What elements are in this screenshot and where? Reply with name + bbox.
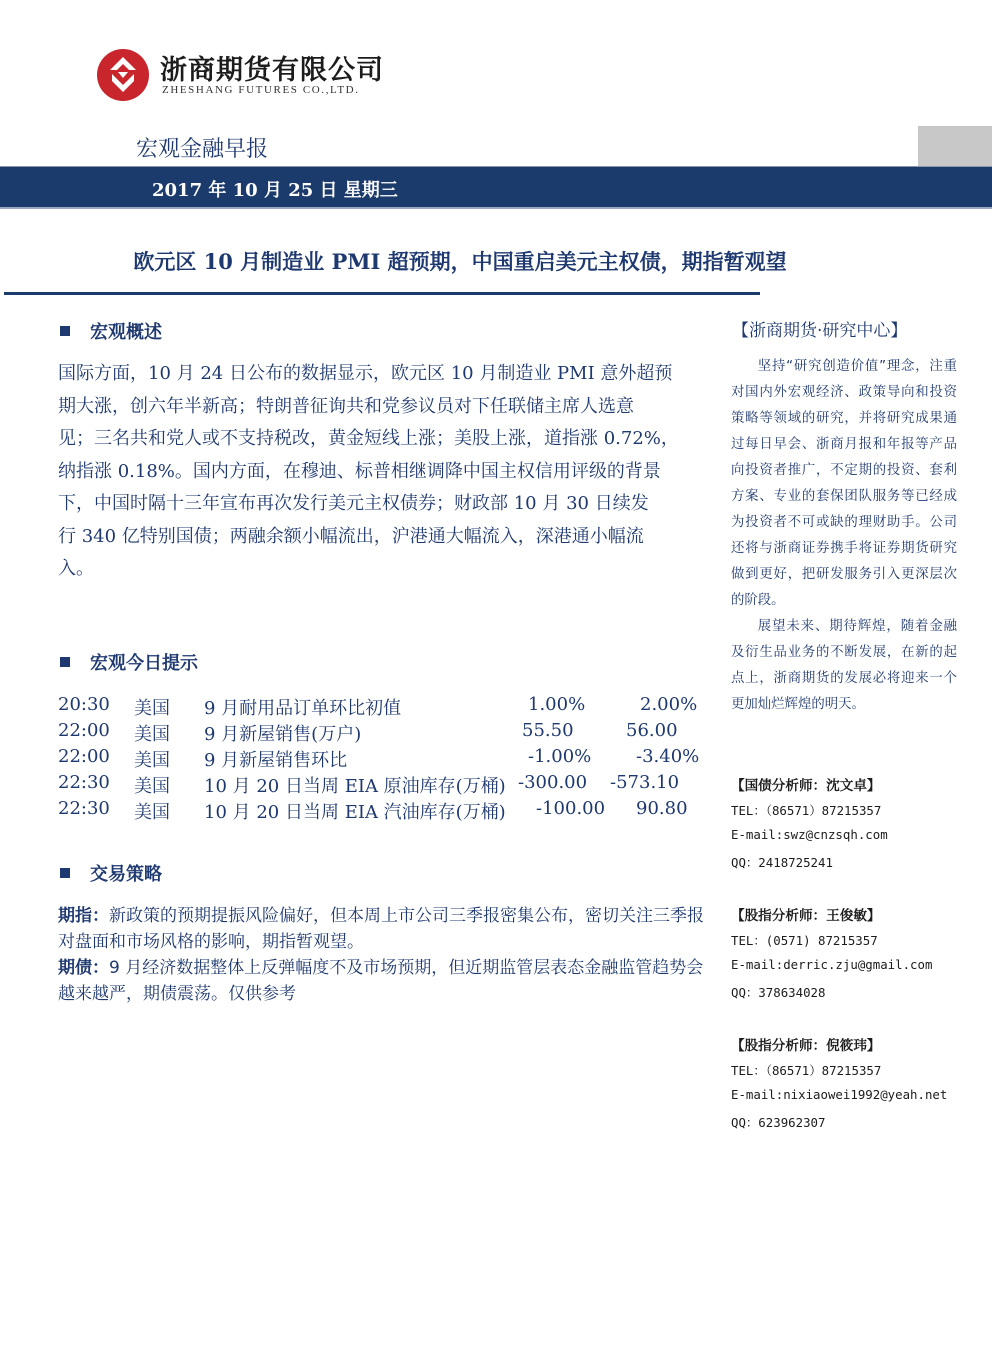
event-previous: -100.00	[536, 798, 606, 819]
headline-rule	[4, 292, 760, 295]
sidebar-paragraph: 展望未来、期待辉煌，随着金融及衍生品业务的不断发展，在新的起点上，浙商期货的发展必将迎来一个更加灿烂辉煌的明天。	[731, 619, 957, 712]
section-heading-calendar	[60, 649, 198, 675]
event-time: 20:30	[58, 694, 110, 715]
date-bar	[0, 167, 992, 207]
event-previous: -1.00%	[528, 746, 592, 767]
event-time: 22:00	[58, 720, 110, 741]
company-name-en: ZHESHANG FUTURES CO.,LTD.	[162, 84, 360, 96]
overview-line: 行 340 亿特别国债；两融余额小幅流出，沪港通大幅流入，深港通小幅流	[58, 525, 644, 547]
analyst-title: 【国债分析师：沈文卓】	[731, 778, 881, 794]
overview-line: 纳指涨 0.18%。国内方面，在穆迪、标普相继调降中国主权信用评级的背景	[58, 460, 661, 482]
event-name: 10 月 20 日当周 EIA 汽油库存(万桶)	[204, 802, 506, 823]
strategy-item	[58, 955, 710, 1007]
event-forecast: -573.10	[610, 772, 680, 793]
strategy-label: 期债：	[58, 958, 109, 978]
calendar-row	[58, 746, 718, 772]
event-previous: -300.00	[518, 772, 588, 793]
strategy-text: 9 月经济数据整体上反弹幅度不及市场预期，但近期监管层表态金融监管趋势会越来越严，期债震荡。仅供参考	[58, 958, 704, 1004]
square-bullet-icon	[60, 868, 70, 878]
section-heading-text: 交易策略	[90, 864, 162, 885]
event-time: 22:30	[58, 798, 110, 819]
event-time: 22:30	[58, 772, 110, 793]
event-country: 美国	[134, 724, 170, 745]
analyst-email: E-mail:derric.zju@gmail.com	[731, 957, 933, 972]
analyst-qq: QQ：2418725241	[731, 855, 833, 870]
event-name: 9 月新屋销售环比	[204, 750, 348, 771]
analyst-tel: TEL：（86571）87215357	[731, 1063, 882, 1078]
calendar-row	[58, 798, 718, 824]
event-time: 22:00	[58, 746, 110, 767]
event-country: 美国	[134, 698, 170, 719]
date-bar-underline	[0, 207, 992, 209]
event-name: 9 月新屋销售(万户)	[204, 724, 362, 745]
company-name-cn: 浙商期货有限公司	[160, 55, 384, 86]
event-forecast: -3.40%	[636, 746, 700, 767]
calendar-row	[58, 772, 718, 798]
event-country: 美国	[134, 802, 170, 823]
overview-line: 入。	[58, 558, 94, 579]
event-forecast: 2.00%	[640, 694, 698, 715]
event-forecast: 90.80	[636, 798, 688, 819]
report-title: 宏观金融早报	[136, 137, 269, 162]
sidebar-paragraph: 坚持“研究创造价值”理念，注重对国内外宏观经济、政策导向和投资策略等领域的研究，并将研究成果通过每日早会、浙商月报和年报等产品向投资者推广，不定期的投资、套利方案、专业的套保团队服务等已经成为投资者不可或缺的理财助手。公司还将与浙商证券携手将证券期货研究做到更好，把研发服务引入更深层次的阶段。	[731, 359, 957, 608]
analyst-email: E-mail:swz@cnzsqh.com	[731, 827, 888, 842]
overview-line: 见；三名共和党人或不支持税改，黄金短线上涨；美股上涨，道指涨 0.72%，	[58, 428, 679, 449]
strategy-label: 期指：	[58, 906, 109, 926]
strategy-item	[58, 903, 710, 955]
section-heading-text: 宏观今日提示	[90, 653, 198, 674]
strategy-text: 新政策的预期提振风险偏好，但本周上市公司三季报密集公布，密切关注三季报对盘面和市场风格的影响，期指暂观望。	[58, 906, 704, 952]
calendar-row	[58, 694, 718, 720]
event-name: 9 月耐用品订单环比初值	[204, 698, 402, 719]
square-bullet-icon	[60, 326, 70, 336]
event-forecast: 56.00	[626, 720, 678, 741]
analyst-email: E-mail:nixiaowei1992@yeah.net	[731, 1087, 948, 1102]
sidebar-title: 【浙商期货·研究中心】	[732, 321, 908, 341]
section-heading-strategy	[60, 860, 162, 886]
event-country: 美国	[134, 776, 170, 797]
company-logo-icon	[96, 48, 150, 102]
analyst-qq: QQ：378634028	[731, 985, 826, 1000]
square-bullet-icon	[60, 657, 70, 667]
overview-line: 国际方面，10 月 24 日公布的数据显示，欧元区 10 月制造业 PMI 意外超预	[58, 363, 673, 384]
analyst-tel: TEL：(0571) 87215357	[731, 933, 878, 948]
event-previous: 55.50	[522, 720, 574, 741]
calendar-row	[58, 720, 718, 746]
event-name: 10 月 20 日当周 EIA 原油库存(万桶)	[204, 776, 506, 797]
strategy-block	[58, 903, 710, 1007]
report-date: 2017 年 10 月 25 日 星期三	[152, 180, 398, 201]
headline: 欧元区 10 月制造业 PMI 超预期，中国重启美元主权债，期指暂观望	[133, 249, 787, 274]
overview-paragraph	[58, 358, 708, 586]
event-country: 美国	[134, 750, 170, 771]
section-heading-text: 宏观概述	[90, 322, 162, 343]
section-heading-overview	[60, 318, 162, 344]
analyst-title: 【股指分析师：倪筱玮】	[731, 1038, 881, 1054]
event-previous: 1.00%	[528, 694, 586, 715]
analyst-tel: TEL：（86571）87215357	[731, 803, 882, 818]
analyst-qq: QQ：623962307	[731, 1115, 826, 1130]
overview-line: 下，中国时隔十三年宣布再次发行美元主权债券；财政部 10 月 30 日续发	[58, 493, 649, 514]
analyst-title: 【股指分析师：王俊敏】	[731, 908, 881, 924]
overview-line: 期大涨，创六年半新高；特朗普征询共和党参议员对下任联储主席人选意	[58, 395, 634, 417]
header-decoration	[918, 126, 992, 166]
